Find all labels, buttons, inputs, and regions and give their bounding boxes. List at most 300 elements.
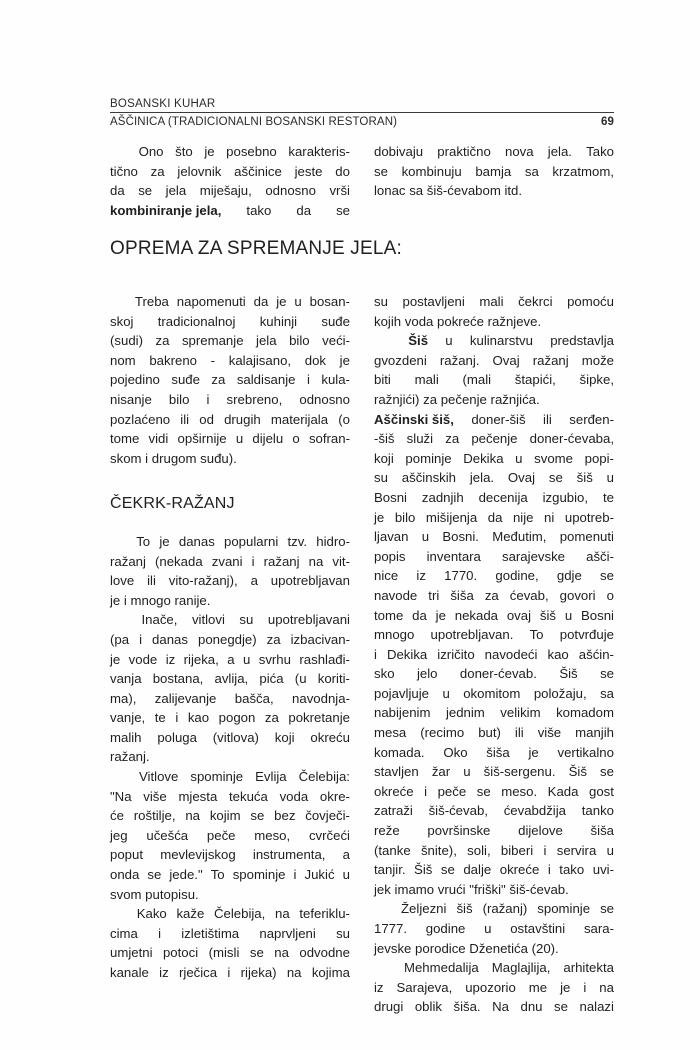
text-line [374, 606, 614, 626]
word: danas [152, 631, 188, 647]
word: Dekika [386, 646, 428, 662]
word: Jukić [304, 867, 335, 883]
word: iz [416, 568, 426, 584]
word: Inače, [141, 612, 178, 628]
word: u [235, 431, 244, 447]
word: cvrčeći [308, 827, 350, 843]
word: koriti- [317, 671, 350, 687]
text-line [374, 664, 614, 684]
word: nije [512, 509, 534, 525]
word: koji [374, 450, 394, 466]
word: ma), [110, 690, 137, 706]
text-line [374, 978, 614, 998]
word: na [599, 979, 614, 995]
word: ražnjići) [374, 391, 420, 407]
word: šiš [456, 901, 473, 917]
word: postavljeni [402, 294, 465, 309]
word: "Na [110, 788, 132, 804]
word: mevlevijskog [160, 847, 236, 863]
word: se [249, 945, 264, 961]
word: kojim [209, 808, 241, 824]
text-line [374, 703, 614, 723]
word: pojedino [110, 372, 160, 388]
word: a [227, 651, 235, 667]
word: (pa [110, 631, 130, 647]
word: tzv. [287, 533, 308, 549]
text-line [374, 880, 614, 900]
text-line [374, 919, 614, 939]
word: i [543, 842, 547, 858]
word: i [251, 553, 255, 569]
word: su [336, 925, 350, 941]
word: kuhinji [259, 313, 298, 329]
word: iz [165, 651, 176, 667]
book-title: BOSANSKI KUHAR [110, 98, 216, 110]
text-line [374, 331, 614, 351]
word: Treba [134, 294, 169, 309]
word: teferiklu- [299, 906, 350, 922]
word: upozorio [465, 979, 516, 995]
word: (o [338, 411, 350, 427]
text-line [374, 468, 614, 488]
word: popularni [224, 533, 279, 549]
text-line [110, 708, 350, 728]
word: je [435, 607, 446, 623]
word: ili [514, 725, 524, 741]
word: bakreno [149, 352, 197, 368]
text-line [110, 728, 350, 748]
word: o [292, 431, 300, 447]
column-left-main [110, 292, 350, 983]
word: više [537, 725, 562, 741]
word: iz [159, 965, 169, 980]
word: umjetni [110, 945, 153, 961]
word: - [210, 352, 216, 368]
text-line [374, 351, 614, 371]
word: je [528, 744, 539, 760]
word: u [421, 529, 430, 545]
word: šiša [486, 744, 510, 760]
word: na [185, 808, 201, 824]
word: popi- [584, 450, 614, 466]
text-line [110, 552, 350, 572]
word: vit- [332, 553, 350, 569]
word: predstavlja [550, 333, 614, 349]
word: sara- [583, 921, 614, 936]
text-line [110, 390, 350, 410]
word: To [210, 867, 225, 883]
word: tome [110, 431, 140, 447]
word: sarajevske [501, 548, 566, 564]
text-line [374, 162, 614, 182]
word: štapići, [514, 372, 556, 388]
text-line [110, 351, 350, 371]
text-line [374, 410, 614, 430]
word: gost [589, 783, 614, 799]
word: može [581, 352, 614, 368]
word: jela [165, 183, 187, 199]
paragraph-indent [374, 958, 391, 978]
text-line [110, 331, 350, 351]
paragraph-indent [110, 532, 127, 552]
word: u [242, 651, 251, 667]
word: aščinice [234, 163, 282, 179]
word: sa [524, 163, 539, 179]
word: aščinskih [401, 470, 457, 486]
text-line [374, 292, 614, 312]
text-line [110, 142, 350, 162]
word: arhitekta [563, 960, 614, 976]
text-line [374, 762, 614, 782]
text-line [374, 488, 614, 508]
page-number: 69 [600, 116, 614, 128]
paragraph-indent [374, 899, 391, 919]
word: kombiniranje jela, [110, 202, 222, 218]
word: Dekika [463, 450, 504, 466]
word: upotrebljavani [267, 612, 350, 628]
word: ćevabdžija [503, 803, 566, 819]
word: spremanje [181, 333, 244, 349]
word: koji [274, 729, 295, 745]
word: Šiš [568, 764, 587, 780]
word: mali [479, 294, 504, 309]
word: zalijevanje [154, 690, 217, 706]
word: kula- [321, 372, 350, 388]
word: se [250, 808, 265, 824]
word: decenija [478, 489, 528, 505]
word: se [600, 764, 614, 780]
word: izbacivan- [290, 631, 350, 647]
text-line [374, 645, 614, 665]
word: Kako [136, 906, 167, 922]
text-line [110, 162, 350, 182]
word: u [294, 294, 302, 309]
word: dobivaju [374, 144, 424, 159]
word: godine [425, 921, 466, 936]
text-line [374, 586, 614, 606]
word: kojima [311, 965, 350, 980]
word: upotrebljavan [270, 573, 350, 589]
word: više [143, 788, 167, 804]
word: i [374, 646, 377, 662]
word: a [250, 573, 258, 589]
word: je [276, 294, 287, 309]
word: jednim [445, 705, 485, 721]
word: izričito [437, 646, 475, 662]
word: pomoću [567, 294, 614, 309]
word: sko [374, 666, 395, 682]
word: za [211, 372, 226, 388]
word: godine, [495, 568, 539, 584]
word: gvozdeni [374, 352, 427, 368]
word: srebreno, [226, 391, 283, 407]
word: ražanj [110, 553, 146, 569]
text-line [110, 669, 350, 689]
word: stavljen [374, 764, 419, 780]
text-line [374, 684, 614, 704]
word: (vitlova) [212, 729, 259, 745]
chapter-title: AŠČINICA (TRADICIONALNI BOSANSKI RESTORAN) [110, 116, 398, 128]
word: za [445, 431, 460, 447]
word: se [548, 470, 563, 486]
word: kombinuju [401, 163, 462, 179]
word: okreće [499, 862, 540, 878]
word: uvi- [592, 862, 614, 878]
word: okomitom [463, 685, 521, 701]
word: Sarajeva, [396, 979, 453, 995]
word: me [528, 979, 548, 995]
word: u [445, 333, 453, 349]
word: ostavštini [510, 921, 566, 936]
word: u [606, 470, 614, 486]
text-line [110, 429, 350, 449]
word: kao [547, 646, 569, 662]
word: upotreb- [564, 509, 614, 525]
word: ćevab, [509, 587, 549, 603]
chapter-line [110, 113, 614, 128]
word: jede." [169, 867, 203, 883]
word: su [374, 294, 388, 309]
word: imamo [390, 881, 435, 897]
word: nice [374, 568, 399, 584]
word: vito-ražanj), [168, 573, 238, 589]
word: iz [374, 979, 384, 995]
word: but) [478, 725, 501, 741]
word: do [335, 163, 350, 179]
word: posebno [226, 144, 277, 159]
word: u [606, 842, 614, 858]
word: u [342, 867, 350, 883]
word: 1777. [374, 921, 408, 936]
word: biberi [500, 842, 534, 858]
text-line [110, 201, 350, 221]
word: na [275, 906, 290, 922]
word: okreće [374, 783, 414, 799]
word: svome [534, 450, 573, 466]
word: jelovnik [177, 163, 222, 179]
word: skom i drugom suđu). [110, 450, 237, 466]
word: ljavan [374, 529, 409, 545]
word: drugih [224, 411, 261, 427]
word: Kada [547, 783, 579, 799]
word: a [342, 847, 350, 863]
word: reže [374, 823, 400, 839]
word: i [158, 925, 162, 941]
word: nekada [454, 607, 499, 623]
word: jeg [110, 827, 128, 843]
word: u [484, 921, 492, 936]
word: bašča, [234, 690, 274, 706]
word: mnogo [374, 627, 415, 643]
text-line [374, 821, 614, 841]
word: odnosno [299, 391, 350, 407]
text-line [110, 630, 350, 650]
text-line [374, 566, 614, 586]
text-line [374, 370, 614, 390]
word: kanale [110, 965, 149, 980]
text-line [110, 449, 350, 469]
word: napomenuti [176, 294, 246, 309]
subsection-heading: ČEKRK-RAŽANJ [110, 495, 235, 513]
text-line [374, 181, 614, 201]
word: ili [147, 573, 156, 589]
word: dnu [520, 999, 543, 1015]
word: što [175, 144, 193, 159]
word: suđe [321, 313, 350, 329]
word: i [547, 862, 551, 878]
word: cima [110, 925, 138, 941]
word: dijelu [252, 431, 284, 447]
word: ražanj [263, 553, 300, 569]
word: šiš-ćevab, [428, 803, 488, 819]
word: je [374, 509, 385, 525]
word: dijelove [518, 823, 563, 839]
word: upotrebljavan. [430, 627, 514, 643]
word: bez [274, 808, 296, 824]
word: da [296, 202, 312, 218]
word: onda [110, 867, 140, 883]
word: šiš [576, 470, 593, 486]
word: bilo [168, 391, 190, 407]
word: kulinarstvu [469, 333, 533, 349]
word: i [583, 979, 587, 995]
word: pozlaćeno [110, 411, 171, 427]
word: doner-ćevaba, [529, 431, 614, 447]
word: tradicionalnoj [157, 313, 236, 329]
word: te [154, 710, 166, 726]
word: šiš-ćevab. [505, 881, 569, 897]
word: se [600, 901, 614, 917]
word: opširnije [177, 431, 227, 447]
text-line [110, 787, 350, 807]
word: vrući [434, 881, 466, 897]
word: rječica [179, 965, 218, 980]
word: soli, [467, 842, 491, 858]
word: i [139, 631, 143, 647]
word: ponegdje) [197, 631, 257, 647]
word: vertikalno [557, 744, 614, 760]
word: vode [128, 651, 158, 667]
word: kalajisano, [228, 352, 292, 368]
word: avlija, [214, 671, 249, 687]
word: u [564, 607, 573, 623]
text-line [110, 312, 350, 332]
word: doner-šiš [471, 411, 526, 427]
word: potvrđuje [559, 627, 614, 643]
word: ašćin- [578, 646, 614, 662]
word: je i mnogo ranije. [110, 592, 211, 608]
word: biti [374, 372, 391, 388]
word: žar [431, 764, 451, 780]
text-line [374, 958, 614, 978]
word: krzatmom, [552, 163, 614, 179]
word: su [374, 470, 388, 486]
word: (u [294, 671, 307, 687]
word: Ovaj [507, 470, 536, 486]
text-line [110, 370, 350, 390]
word: se [147, 867, 162, 883]
word: za [419, 391, 438, 407]
word: komada. [374, 744, 425, 760]
word: (nekada [155, 553, 203, 569]
text-line [110, 885, 350, 905]
text-line [110, 943, 350, 963]
word: tično [110, 163, 138, 179]
word: servira [556, 842, 597, 858]
word: jela. [547, 144, 572, 159]
word: je [110, 651, 121, 667]
word: kao [187, 710, 210, 726]
word: vrši [329, 183, 350, 199]
word: jela. [469, 470, 495, 486]
word: rijeka, [183, 651, 219, 667]
word: će [110, 808, 124, 824]
word: naprvljeni [259, 925, 316, 941]
word: za [155, 333, 170, 349]
word: Čelebija: [298, 769, 350, 785]
text-line [374, 860, 614, 880]
word: odvodne [299, 945, 350, 961]
word: na [308, 553, 324, 569]
word: vitlovi [191, 612, 225, 628]
text-line [110, 924, 350, 944]
paragraph-indent [374, 331, 391, 351]
word: Tako [586, 144, 614, 159]
word: hidro- [316, 533, 350, 549]
text-line [374, 429, 614, 449]
word: zadnjih [421, 489, 464, 505]
text-line [374, 939, 614, 959]
word: vanja [110, 671, 142, 687]
word: da [110, 183, 125, 199]
word: pogon [218, 710, 256, 726]
word: mišijenja [425, 509, 478, 525]
word: sofran- [308, 431, 350, 447]
word: da [487, 509, 503, 525]
text-line [110, 610, 350, 630]
word: na [274, 945, 289, 961]
text-line [110, 650, 350, 670]
word: tome [374, 607, 404, 623]
word: instrumenta, [252, 847, 326, 863]
paragraph-indent [110, 142, 127, 162]
word: nalazi [579, 999, 614, 1015]
word: tako [559, 862, 585, 878]
word: navode [374, 587, 418, 603]
word: bosan- [309, 294, 350, 309]
word: odnosno [265, 183, 316, 199]
text-line [110, 963, 350, 983]
word: mjesta [178, 788, 218, 804]
word: se [374, 163, 388, 179]
word: je [560, 979, 571, 995]
word: To [136, 533, 151, 549]
word: zvani [211, 553, 243, 569]
word: nom [110, 352, 136, 368]
word: lonac sa šiš-ćevabom itd. [374, 183, 523, 199]
word: i [424, 783, 428, 799]
word: Evlija [255, 769, 287, 785]
word: svrhu [258, 651, 291, 667]
word: ražnjića. [486, 391, 540, 407]
word: za [484, 587, 499, 603]
text-line [110, 826, 350, 846]
word: sa [600, 685, 614, 701]
word: se [476, 783, 491, 799]
word: jelo [416, 666, 438, 682]
word: (tanke [374, 842, 411, 858]
word: saldisanje [236, 372, 296, 388]
